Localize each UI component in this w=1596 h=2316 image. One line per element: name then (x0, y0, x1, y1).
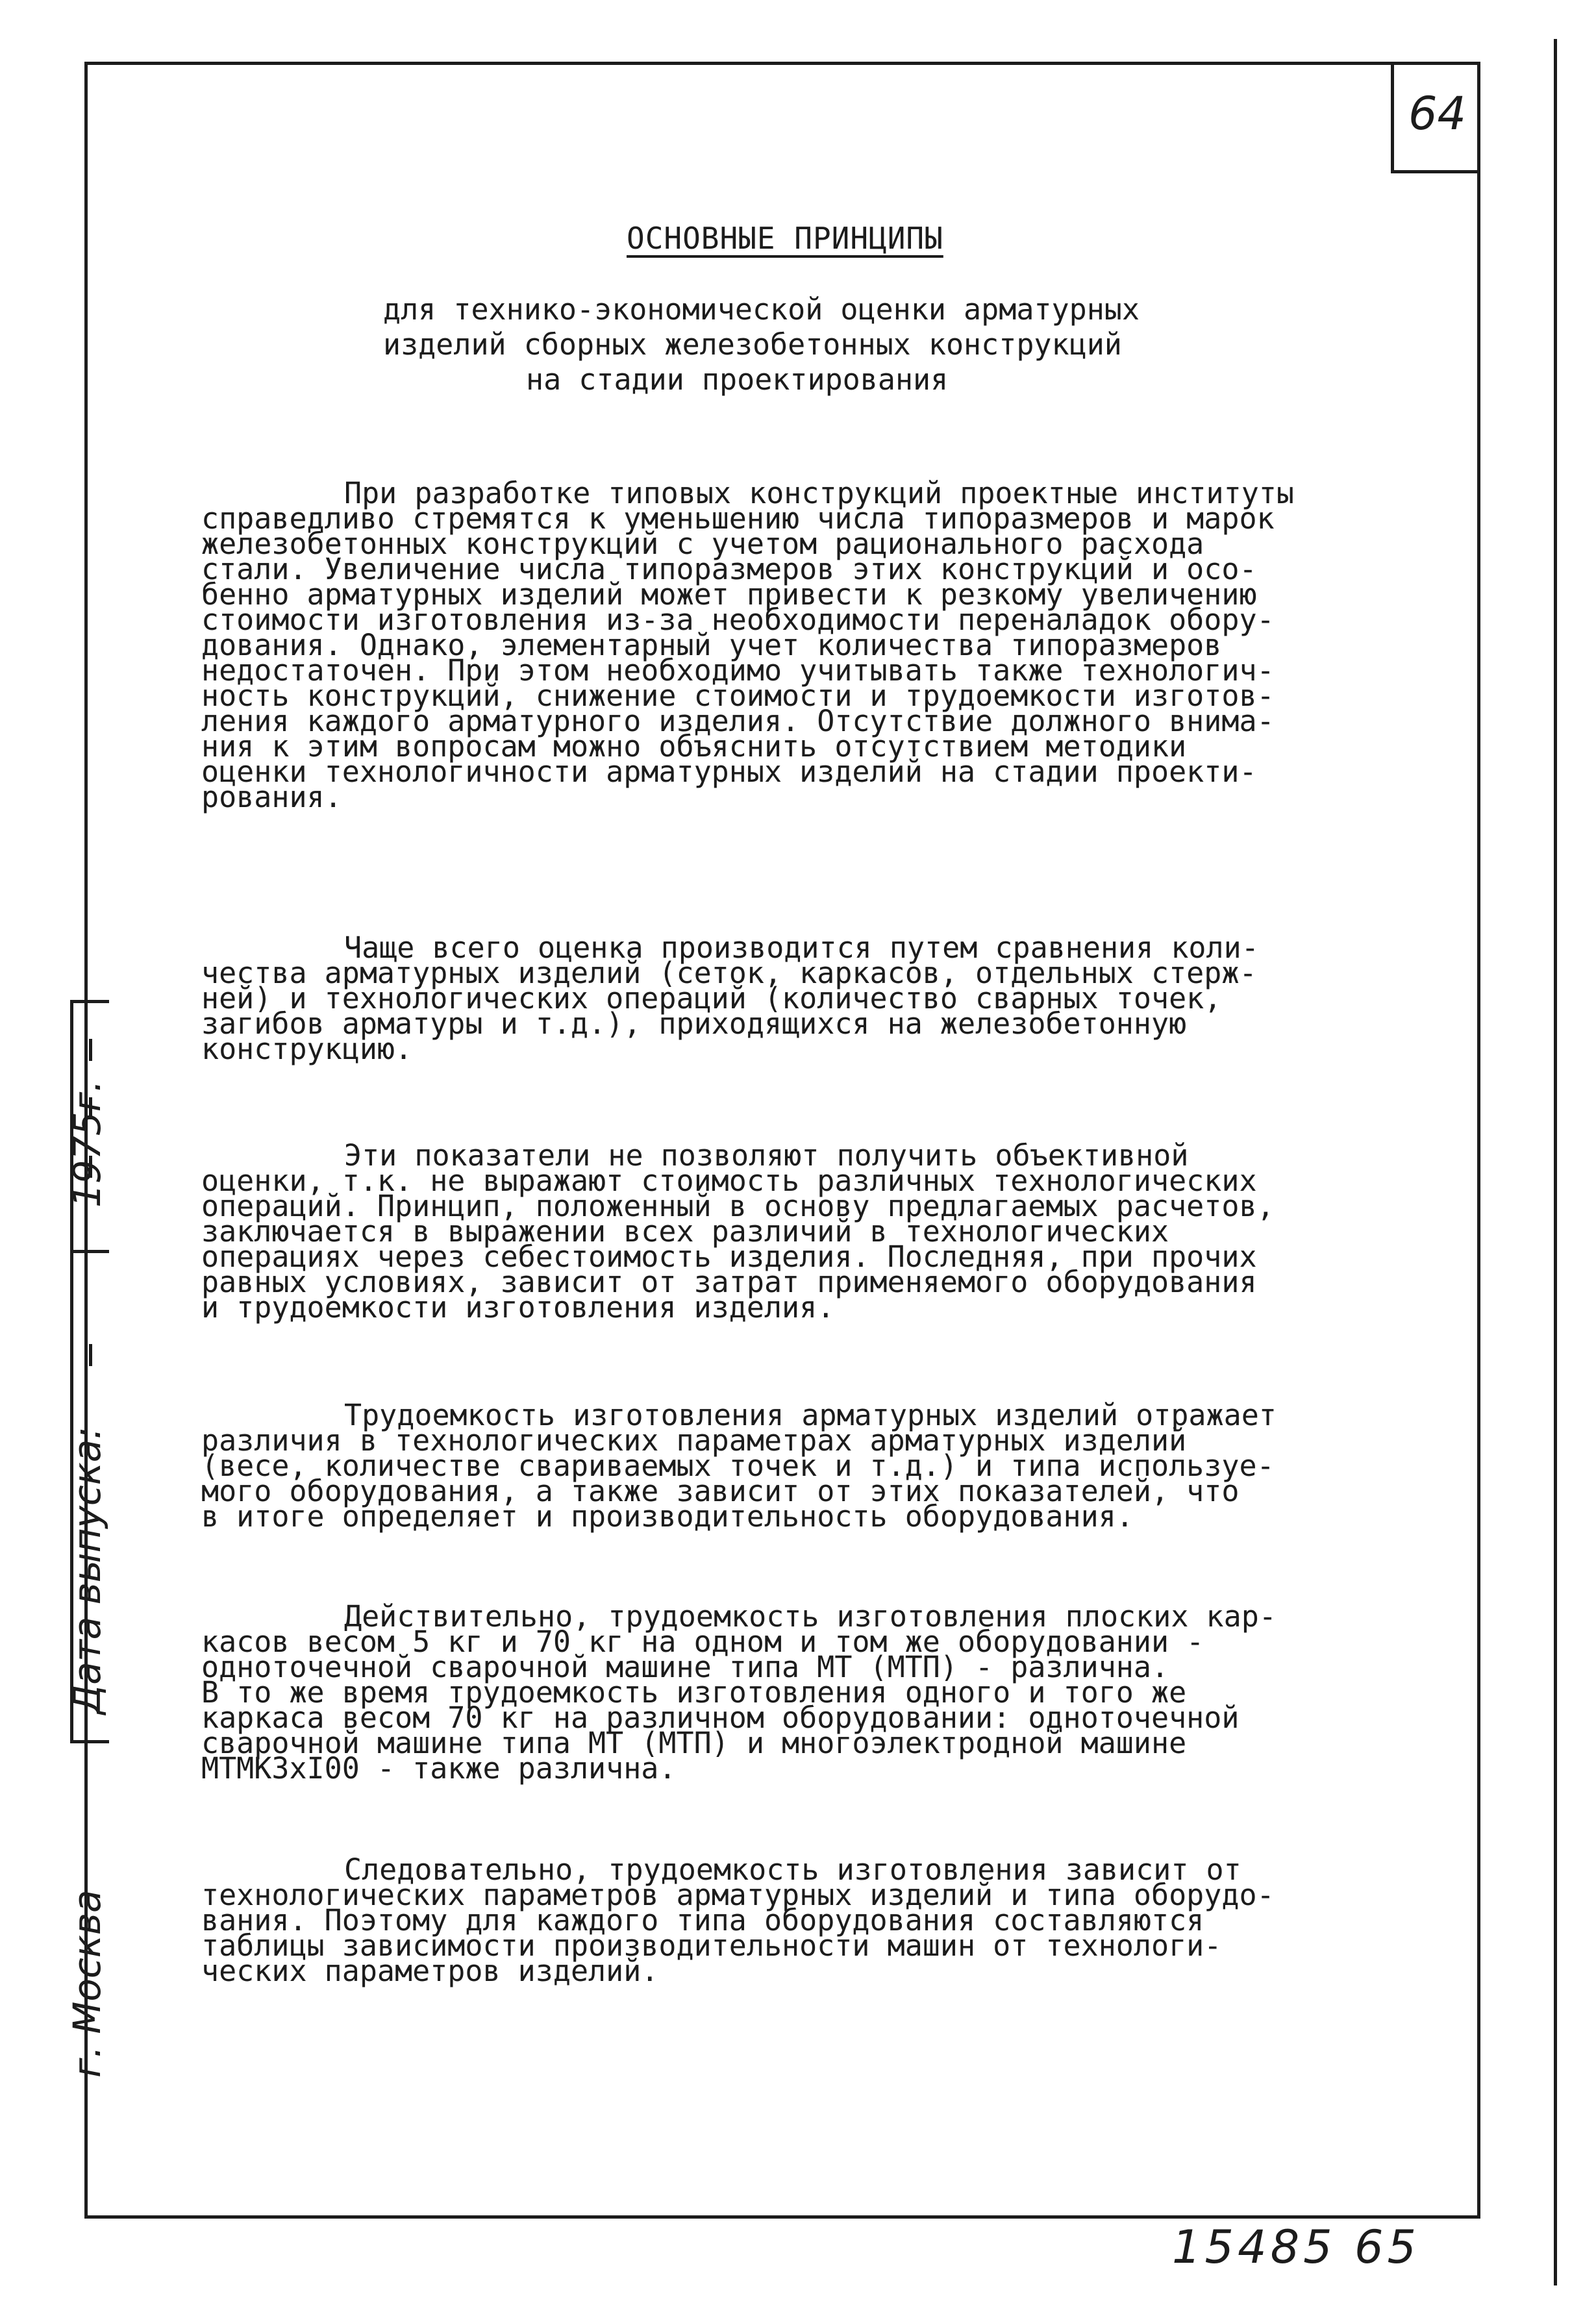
text-line: недостаточен. При этом необходимо учитывать также технологич- (201, 653, 1275, 688)
margin-date-label: Дата выпуска: (65, 1426, 109, 1714)
paragraph-5 (201, 1599, 1441, 1786)
margin-year: 1975г. (65, 1080, 109, 1208)
right-edge-rule (1554, 39, 1557, 2285)
paragraph-4 (201, 1398, 1441, 1534)
text-line: загибов арматуры и т.д.), приходящихся на железобетонную (201, 1006, 1187, 1041)
text-line: конструкцию. (201, 1032, 413, 1066)
text-line: ность конструкций, снижение стоимости и трудоемкости изготов- (201, 679, 1275, 713)
text-line: вания. Поэтому для каждого типа оборудования составляются (201, 1903, 1204, 1937)
text-line: Следовательно, трудоемкость изготовления зависит от (344, 1852, 1241, 1887)
text-line: касов весом 5 кг и 70 кг на одном и том же оборудовании - (201, 1625, 1204, 1659)
paragraph-1 (201, 476, 1441, 814)
margin-tick (89, 1344, 92, 1366)
text-line: чества арматурных изделий (сеток, каркасов, отдельных стерж- (201, 956, 1257, 990)
text-line: справедливо стремятся к уменьшению числа типоразмеров и марок (201, 501, 1275, 536)
text-line: стоимости изготовления из-за необходимости переналадок обору- (201, 603, 1275, 637)
subtitle-line: изделий сборных железобетонных конструкций (383, 327, 1122, 362)
text-line: Эти показатели не позволяют получить объективной (344, 1138, 1189, 1173)
document-subtitle (383, 292, 1266, 397)
text-line: оценки, т.к. не выражают стоимость различных технологических (201, 1164, 1257, 1198)
text-line: Действительно, трудоемкость изготовления плоских кар- (344, 1599, 1277, 1634)
footer-code: 15485 (1172, 2221, 1336, 2274)
text-line: ния к этим вопросам можно объяснить отсутствием методики (201, 729, 1187, 764)
footer-number (1172, 2221, 1420, 2274)
text-line: железобетонных конструкций с учетом рационального расхода (201, 527, 1204, 561)
subtitle-line: для технико-экономической оценки арматурных (383, 292, 1140, 327)
text-line: Чаще всего оценка производится путем сравнения коли- (344, 930, 1259, 965)
text-line: оценки технологичности арматурных изделий на стадии проекти- (201, 754, 1257, 789)
page-number: 64 (1408, 87, 1467, 140)
margin-city: г. Москва (65, 1889, 109, 2078)
paragraph-6 (201, 1852, 1441, 1988)
margin-rule-bottom (70, 1740, 109, 1743)
text-line: заключается в выражении всех различий в технологических (201, 1214, 1169, 1249)
paragraph-3 (201, 1138, 1441, 1325)
page-number-box (1391, 62, 1480, 173)
text-line: сварочной машине типа МТ (МТП) и многоэлектродной машине (201, 1726, 1187, 1760)
text-line: бенно арматурных изделий может привести к резкому увеличению (201, 577, 1257, 612)
text-line: и трудоемкости изготовления изделия. (201, 1290, 835, 1325)
text-line: рования. (201, 780, 342, 814)
text-line: стали. Увеличение числа типоразмеров этих конструкций и осо- (201, 552, 1257, 586)
text-line: операций. Принцип, положенный в основу предлагаемых расчетов, (201, 1189, 1275, 1223)
text-line: различия в технологических параметрах арматурных изделий (201, 1423, 1187, 1458)
document-title: ОСНОВНЫЕ ПРИНЦИПЫ (627, 221, 943, 256)
text-line: каркаса весом 70 кг на различном оборудовании: одноточечной (201, 1700, 1240, 1735)
text-line: ления каждого арматурного изделия. Отсутствие должного внима- (201, 704, 1275, 738)
footer-page: 65 (1354, 2221, 1421, 2274)
text-line: операциях через себестоимость изделия. Последняя, при прочих (201, 1239, 1257, 1274)
text-line: (весе, количестве свариваемых точек и т.д.) и типа используе- (201, 1449, 1275, 1483)
text-line: МТМК3хI00 - также различна. (201, 1751, 677, 1786)
text-line: Трудоемкость изготовления арматурных изделий отражает (344, 1398, 1277, 1432)
margin-rule-middle (70, 1250, 109, 1253)
text-line: мого оборудования, а также зависит от этих показателей, что (201, 1474, 1240, 1508)
text-line: ней) и технологических операций (количество сварных точек, (201, 981, 1222, 1015)
margin-tick (89, 1039, 92, 1061)
text-line: дования. Однако, элементарный учет количества типоразмеров (201, 628, 1222, 662)
text-line: технологических параметров арматурных изделий и типа оборудо- (201, 1878, 1275, 1912)
text-line: В то же время трудоемкость изготовления одного и того же (201, 1675, 1187, 1710)
subtitle-line: на стадии проектирования (526, 362, 949, 397)
text-line: таблицы зависимости производительности машин от технологи- (201, 1928, 1222, 1963)
text-line: ческих параметров изделий. (201, 1954, 659, 1988)
text-line: При разработке типовых конструкций проектные институты (344, 476, 1294, 510)
text-line: равных условиях, зависит от затрат применяемого оборудования (201, 1265, 1257, 1299)
margin-rule-top (70, 1000, 109, 1003)
text-line: одноточечной сварочной машине типа МТ (МТП) - различна. (201, 1650, 1169, 1684)
paragraph-2 (201, 930, 1441, 1066)
text-line: в итоге определяет и производительность оборудования. (201, 1499, 1134, 1534)
